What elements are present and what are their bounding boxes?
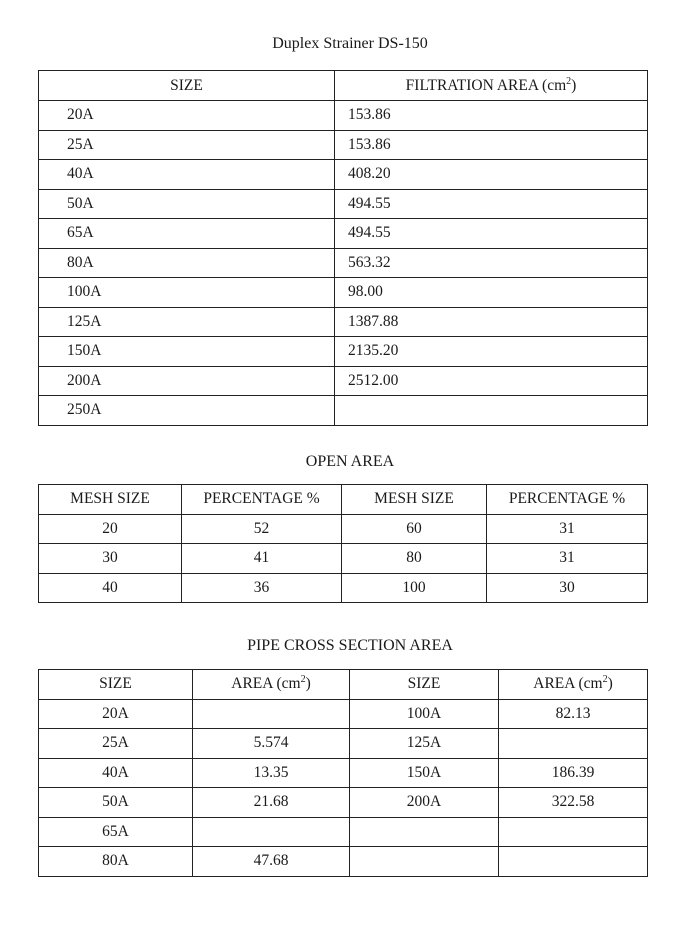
area-header: AREA $(cm^2)$ (193, 670, 350, 700)
table-cell: 82.13 (499, 699, 648, 729)
table-cell: 200A (39, 366, 335, 396)
table-header-row (39, 485, 648, 515)
table-cell: 40A (39, 758, 193, 788)
table-cell: 60 (342, 514, 487, 544)
table-cell: 30 (39, 544, 182, 574)
table-cell: 98.00 (335, 278, 648, 308)
table-cell: 186.39 (499, 758, 648, 788)
table-row (39, 130, 648, 160)
table-row (39, 396, 648, 426)
table-cell: 2512.00 (335, 366, 648, 396)
document-title: Duplex Strainer DS-150 (272, 35, 428, 52)
mesh-size-header: MESH SIZE (342, 485, 487, 515)
table-cell: 563.32 (335, 248, 648, 278)
table-cell (350, 817, 499, 847)
table-cell (499, 847, 648, 877)
table-cell (335, 396, 648, 426)
table-cell (193, 817, 350, 847)
percentage-header: PERCENTAGE % (487, 485, 648, 515)
table-row (39, 729, 648, 759)
table-row (39, 514, 648, 544)
table-row (39, 101, 648, 131)
table-cell (350, 847, 499, 877)
open-area-table (38, 484, 648, 603)
table-row (39, 278, 648, 308)
table-row (39, 758, 648, 788)
table-cell: 80A (39, 847, 193, 877)
size-header: SIZE (350, 670, 499, 700)
table-row (39, 847, 648, 877)
pipe-cross-section-table (38, 669, 648, 877)
filtration-area-table (38, 70, 648, 426)
table-cell: 25A (39, 729, 193, 759)
filtration-area-header: FILTRATION AREA $(cm^2)$ (335, 71, 648, 101)
table-cell: 50A (39, 189, 335, 219)
mesh-size-header: MESH SIZE (39, 485, 182, 515)
table-cell: 80 (342, 544, 487, 574)
table-cell: 125A (39, 307, 335, 337)
table-row (39, 366, 648, 396)
table-cell: 25A (39, 130, 335, 160)
open-area-title: OPEN AREA (305, 453, 395, 470)
size-header: SIZE (39, 670, 193, 700)
table-cell: 150A (39, 337, 335, 367)
table-cell: 36 (182, 573, 342, 603)
table-cell: 322.58 (499, 788, 648, 818)
table-cell: 65A (39, 817, 193, 847)
table-cell: 13.35 (193, 758, 350, 788)
table-cell: 41 (182, 544, 342, 574)
area-header: AREA $(cm^2)$ (499, 670, 648, 700)
table-cell: 153.86 (335, 130, 648, 160)
table-cell (193, 699, 350, 729)
table-cell: 21.68 (193, 788, 350, 818)
table-row (39, 189, 648, 219)
table-row (39, 337, 648, 367)
pipe-cross-section-title: PIPE CROSS SECTION AREA (247, 637, 453, 654)
table-cell: 153.86 (335, 101, 648, 131)
table-cell: 31 (487, 544, 648, 574)
table-cell: 80A (39, 248, 335, 278)
table-row (39, 219, 648, 249)
table-cell: 31 (487, 514, 648, 544)
table-cell: 408.20 (335, 160, 648, 190)
table-cell: 20A (39, 101, 335, 131)
table-cell: 150A (350, 758, 499, 788)
size-header: SIZE (39, 71, 335, 101)
table-cell: 100A (350, 699, 499, 729)
table-header-row (39, 71, 648, 101)
table-cell: 52 (182, 514, 342, 544)
table-cell: 47.68 (193, 847, 350, 877)
table-cell: 494.55 (335, 189, 648, 219)
percentage-header: PERCENTAGE % (182, 485, 342, 515)
table-row (39, 817, 648, 847)
table-header-row (39, 670, 648, 700)
table-row (39, 307, 648, 337)
table-cell: 125A (350, 729, 499, 759)
table-cell: 40 (39, 573, 182, 603)
table-cell (499, 817, 648, 847)
table-row (39, 544, 648, 574)
table-cell: 100 (342, 573, 487, 603)
table-cell: 494.55 (335, 219, 648, 249)
table-row (39, 248, 648, 278)
table-cell: 250A (39, 396, 335, 426)
table-cell: 50A (39, 788, 193, 818)
table-cell: 5.574 (193, 729, 350, 759)
table-cell: 20 (39, 514, 182, 544)
table-row (39, 573, 648, 603)
table-cell: 2135.20 (335, 337, 648, 367)
table-cell: 1387.88 (335, 307, 648, 337)
table-row (39, 699, 648, 729)
table-cell: 30 (487, 573, 648, 603)
table-cell: 40A (39, 160, 335, 190)
table-cell: 100A (39, 278, 335, 308)
table-cell: 20A (39, 699, 193, 729)
table-row (39, 160, 648, 190)
table-row (39, 788, 648, 818)
table-cell: 200A (350, 788, 499, 818)
table-cell: 65A (39, 219, 335, 249)
table-cell (499, 729, 648, 759)
